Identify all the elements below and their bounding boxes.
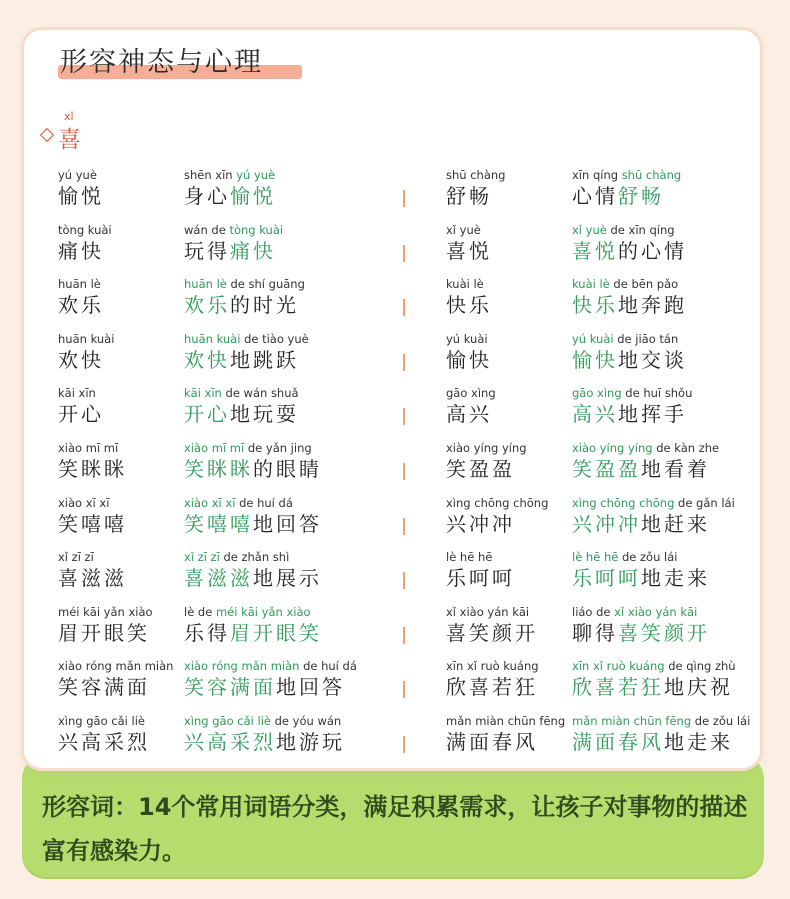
chinese-segment: 舒畅 <box>446 184 492 208</box>
pinyin <box>446 386 496 401</box>
word-left <box>58 168 104 209</box>
chinese-text <box>184 674 357 700</box>
pinyin-segment: huān lè <box>184 277 231 292</box>
chinese-text <box>184 401 299 427</box>
pinyin <box>572 332 687 347</box>
pinyin-segment: xiào róng mǎn miàn <box>184 659 304 674</box>
pinyin-segment: de zǒu lái <box>694 714 751 728</box>
pinyin <box>58 659 173 674</box>
pinyin-segment: lè de <box>184 604 216 619</box>
pinyin-segment: xiào yíng yíng <box>572 441 657 455</box>
chinese-segment: 笑容满面 <box>184 675 276 700</box>
pinyin <box>58 714 150 729</box>
chinese-segment: 地走来 <box>641 566 710 591</box>
pinyin <box>184 550 322 565</box>
chinese-text <box>58 456 127 482</box>
pinyin-segment: de kàn zhe <box>656 441 720 455</box>
chinese-text <box>184 183 276 209</box>
chinese-segment: 笑嘻嘻 <box>58 511 127 536</box>
pinyin <box>572 223 687 238</box>
chinese-segment: 乐呵呵 <box>572 566 641 591</box>
word-left <box>58 223 112 264</box>
phrase-right <box>572 332 687 373</box>
chinese-segment: 开心 <box>184 402 230 427</box>
word-row <box>0 168 790 222</box>
pinyin-segment: mǎn miàn chūn fēng <box>572 714 695 728</box>
word-left <box>58 550 127 591</box>
pinyin-segment: xǐ zī zī <box>184 550 224 565</box>
word-row <box>0 714 790 768</box>
pinyin <box>184 496 322 511</box>
chinese-segment: 痛快 <box>230 238 276 263</box>
pinyin-segment: tòng kuài <box>58 222 112 237</box>
pinyin-segment: xǐ yuè <box>572 222 611 237</box>
pinyin-segment: huān kuài <box>58 331 115 346</box>
chinese-segment: 地展示 <box>253 566 322 591</box>
chinese-segment: 喜悦 <box>572 238 618 263</box>
chinese-segment: 眉开眼笑 <box>58 620 150 645</box>
chinese-text <box>446 238 492 264</box>
chinese-segment: 欢乐 <box>184 293 230 318</box>
pinyin <box>58 441 127 456</box>
pinyin-segment: xīn xǐ ruò kuáng <box>572 659 669 674</box>
chinese-segment: 愉悦 <box>230 184 276 208</box>
chinese-segment: 愉快 <box>446 347 492 372</box>
chinese-segment: 心情 <box>572 184 618 208</box>
chinese-segment: 欣喜若狂 <box>446 675 538 700</box>
phrase-right <box>572 168 681 209</box>
pinyin <box>184 605 322 620</box>
chinese-text <box>184 620 322 646</box>
word-left <box>58 332 114 373</box>
chinese-text <box>58 729 150 755</box>
chinese-segment: 兴高采烈 <box>58 730 150 754</box>
chinese-segment: 地游玩 <box>276 730 345 754</box>
chinese-segment: 喜滋滋 <box>58 566 127 591</box>
pinyin-segment: de zhǎn shì <box>223 550 290 565</box>
chinese-segment: 欢快 <box>184 347 230 372</box>
chinese-segment: 笑容满面 <box>58 675 150 700</box>
column-divider <box>403 518 405 535</box>
column-divider <box>403 681 405 698</box>
pinyin <box>184 659 357 674</box>
word-row <box>0 386 790 440</box>
pinyin <box>58 277 104 292</box>
column-divider <box>403 354 405 371</box>
phrase-left <box>184 386 299 427</box>
chinese-text <box>184 238 283 264</box>
chinese-text <box>446 292 492 318</box>
word-right <box>446 496 548 537</box>
chinese-text <box>446 401 496 427</box>
pinyin <box>446 441 527 456</box>
word-row <box>0 277 790 331</box>
pinyin-segment: xīn qíng <box>572 168 622 182</box>
pinyin-segment: shū chàng <box>446 168 506 182</box>
pinyin-segment: liáo de <box>572 604 615 619</box>
phrase-right <box>572 277 687 318</box>
pinyin <box>572 605 710 620</box>
chinese-segment: 快乐 <box>572 293 618 318</box>
pinyin-segment: yú yuè <box>236 168 276 182</box>
pinyin-segment: xiào xī xī <box>58 495 110 510</box>
chinese-segment: 笑盈盈 <box>446 457 515 481</box>
chinese-segment: 身心 <box>184 184 230 208</box>
chinese-segment: 地奔跑 <box>618 293 687 318</box>
phrase-left <box>184 168 276 209</box>
pinyin <box>572 496 735 511</box>
pinyin-segment: de huí dá <box>303 659 357 674</box>
pinyin <box>58 550 127 565</box>
chinese-segment: 满面春风 <box>446 730 538 754</box>
chinese-text <box>184 565 322 591</box>
chinese-segment: 兴高采烈 <box>184 730 276 754</box>
phrase-left <box>184 714 345 755</box>
pinyin-segment: huān kuài <box>184 331 245 346</box>
chinese-segment: 笑眯眯 <box>184 457 253 481</box>
pinyin-segment: de tiào yuè <box>244 331 309 346</box>
chinese-text <box>572 347 687 373</box>
chinese-segment: 喜笑颜开 <box>618 620 710 645</box>
chinese-text <box>58 620 153 646</box>
chinese-segment: 满面春风 <box>572 730 664 754</box>
chinese-text <box>446 620 538 646</box>
chinese-segment: 玩得 <box>184 238 230 263</box>
chinese-segment: 乐得 <box>184 620 230 645</box>
word-right <box>446 277 492 318</box>
pinyin-segment: de bēn pǎo <box>613 277 679 292</box>
chinese-text <box>446 347 492 373</box>
column-divider <box>403 245 405 262</box>
pinyin <box>184 277 305 292</box>
chinese-segment: 乐呵呵 <box>446 566 515 591</box>
chinese-segment: 地挥手 <box>618 402 687 427</box>
pinyin <box>572 714 750 729</box>
chinese-text <box>184 456 322 482</box>
pinyin-segment: de huī shǒu <box>625 386 693 401</box>
chinese-text <box>572 565 710 591</box>
chinese-segment: 地回答 <box>276 675 345 700</box>
pinyin <box>572 277 687 292</box>
pinyin <box>446 714 565 729</box>
pinyin-segment: xǐ xiào yán kāi <box>446 604 530 619</box>
pinyin <box>572 659 736 674</box>
pinyin <box>446 332 492 347</box>
phrase-right <box>572 550 710 591</box>
chinese-text <box>184 292 305 318</box>
word-right <box>446 550 515 591</box>
column-divider <box>403 190 405 207</box>
chinese-segment: 喜悦 <box>446 238 492 263</box>
pinyin <box>58 386 104 401</box>
pinyin <box>58 168 104 183</box>
chinese-text <box>58 292 104 318</box>
phrase-left <box>184 441 322 482</box>
pinyin <box>572 550 710 565</box>
chinese-segment: 笑盈盈 <box>572 457 641 481</box>
column-divider <box>403 736 405 753</box>
pinyin-segment: xǐ xiào yán kāi <box>614 604 698 619</box>
column-divider <box>403 463 405 480</box>
word-row <box>0 332 790 386</box>
chinese-segment: 快乐 <box>446 293 492 318</box>
pinyin-segment: de wán shuǎ <box>225 386 299 401</box>
word-left <box>58 277 104 318</box>
pinyin-segment: xìng gāo cǎi liè <box>58 714 145 728</box>
chinese-text <box>58 511 127 537</box>
chinese-text <box>184 729 345 755</box>
pinyin <box>446 277 492 292</box>
word-left <box>58 659 173 700</box>
phrase-left <box>184 550 322 591</box>
pinyin <box>184 441 322 456</box>
chinese-text <box>446 511 548 537</box>
chinese-text <box>446 674 539 700</box>
pinyin-segment: de qìng zhù <box>668 659 736 674</box>
word-row <box>0 605 790 659</box>
pinyin <box>446 496 548 511</box>
phrase-right <box>572 496 735 537</box>
word-right <box>446 386 496 427</box>
pinyin <box>58 332 114 347</box>
pinyin-segment: méi kāi yǎn xiào <box>215 604 311 619</box>
chinese-segment: 的心情 <box>618 238 687 263</box>
phrase-right <box>572 386 692 427</box>
column-divider <box>403 627 405 644</box>
chinese-segment: 地跳跃 <box>230 347 299 372</box>
pinyin <box>184 386 299 401</box>
word-row <box>0 550 790 604</box>
chinese-segment: 笑眯眯 <box>58 457 127 481</box>
word-left <box>58 496 127 537</box>
column-divider <box>403 572 405 589</box>
pinyin-segment: lè hē hē <box>572 550 622 565</box>
pinyin-segment: kuài lè <box>572 277 614 292</box>
chinese-segment: 地看着 <box>641 457 710 481</box>
chinese-text <box>572 183 681 209</box>
word-left <box>58 386 104 427</box>
pinyin-segment: gāo xìng <box>572 386 626 401</box>
column-divider <box>403 408 405 425</box>
chinese-segment: 兴冲冲 <box>572 511 641 536</box>
pinyin <box>58 605 153 620</box>
chinese-text <box>58 238 112 264</box>
chinese-segment: 地走来 <box>664 730 733 754</box>
pinyin-segment: xǐ yuè <box>446 222 481 237</box>
pinyin-segment: xìng gāo cǎi liè <box>184 714 275 728</box>
word-row <box>0 659 790 713</box>
pinyin <box>58 223 112 238</box>
chinese-text <box>572 401 692 427</box>
pinyin <box>184 168 276 183</box>
chinese-segment: 欣喜若狂 <box>572 675 664 700</box>
chinese-segment: 痛快 <box>58 238 104 263</box>
phrase-right <box>572 605 710 646</box>
pinyin-segment: de zǒu lái <box>621 550 678 565</box>
word-right <box>446 714 565 755</box>
chinese-text <box>58 347 114 373</box>
chinese-text <box>58 401 104 427</box>
pinyin-segment: tòng kuài <box>229 222 284 237</box>
chinese-segment: 高兴 <box>446 402 492 427</box>
pinyin-segment: kāi xīn <box>58 386 96 401</box>
chinese-segment: 欢乐 <box>58 293 104 318</box>
chinese-segment: 高兴 <box>572 402 618 427</box>
chinese-text <box>184 511 322 537</box>
pinyin-segment: de yóu wán <box>274 714 342 728</box>
word-right <box>446 168 505 209</box>
chinese-segment: 地交谈 <box>618 347 687 372</box>
word-right <box>446 332 492 373</box>
pinyin <box>446 168 505 183</box>
chinese-segment: 地庆祝 <box>664 675 733 700</box>
phrase-right <box>572 714 750 755</box>
pinyin-segment: xiào yíng yíng <box>446 441 527 455</box>
chinese-text <box>184 347 309 373</box>
pinyin-segment: mǎn miàn chūn fēng <box>446 714 566 728</box>
pinyin <box>446 605 538 620</box>
pinyin <box>58 496 127 511</box>
pinyin <box>446 659 539 674</box>
pinyin-segment: de xīn qíng <box>610 222 675 237</box>
chinese-text <box>572 511 735 537</box>
pinyin-segment: xǐ zī zī <box>58 550 94 565</box>
word-left <box>58 714 150 755</box>
pinyin-segment: yú kuài <box>572 331 618 346</box>
phrase-right <box>572 659 736 700</box>
chinese-segment: 愉快 <box>572 347 618 372</box>
page-title: 形容神态与心理 <box>60 47 263 78</box>
phrase-left <box>184 496 322 537</box>
word-row <box>0 223 790 277</box>
chinese-segment: 地玩耍 <box>230 402 299 427</box>
pinyin <box>572 441 719 456</box>
pinyin-segment: xìng chōng chōng <box>446 495 549 510</box>
chinese-text <box>572 620 710 646</box>
pinyin-segment: yú kuài <box>446 331 488 346</box>
chinese-text <box>572 729 750 755</box>
word-row <box>0 496 790 550</box>
chinese-segment: 愉悦 <box>58 184 104 208</box>
chinese-segment: 欢快 <box>58 347 104 372</box>
pinyin <box>446 223 492 238</box>
word-right <box>446 605 538 646</box>
pinyin <box>184 714 345 729</box>
chinese-text <box>572 674 736 700</box>
pinyin-segment: lè hē hē <box>446 550 493 565</box>
chinese-text <box>58 674 173 700</box>
phrase-left <box>184 223 283 264</box>
pinyin-segment: de huí dá <box>239 495 293 510</box>
pinyin-segment: kāi xīn <box>184 386 226 401</box>
pinyin-segment: de yǎn jing <box>247 441 312 455</box>
word-left <box>58 605 153 646</box>
pinyin-segment: shēn xīn <box>184 168 237 182</box>
pinyin <box>446 550 515 565</box>
chinese-segment: 眉开眼笑 <box>230 620 322 645</box>
caption-text: 形容词：14个常用词语分类，满足积累需求，让孩子对事物的描述富有感染力。 <box>42 793 748 865</box>
chinese-text <box>58 183 104 209</box>
pinyin-segment: de gǎn lái <box>678 495 735 510</box>
word-right <box>446 659 539 700</box>
pinyin-segment: yú yuè <box>58 168 97 182</box>
pinyin-segment: xìng chōng chōng <box>572 495 679 510</box>
phrase-right <box>572 223 687 264</box>
word-row <box>0 441 790 495</box>
column-divider <box>403 299 405 316</box>
pinyin-segment: xiào mī mī <box>58 441 119 455</box>
chinese-segment: 喜滋滋 <box>184 566 253 591</box>
pinyin-segment: huān lè <box>58 277 101 292</box>
chinese-text <box>446 183 505 209</box>
title-block <box>60 40 263 79</box>
pinyin-segment: gāo xìng <box>446 386 496 401</box>
pinyin-segment: wán de <box>184 222 230 237</box>
chinese-segment: 聊得 <box>572 620 618 645</box>
pinyin <box>572 168 681 183</box>
section-pinyin: xǐ <box>64 110 74 123</box>
chinese-segment: 喜笑颜开 <box>446 620 538 645</box>
chinese-text <box>572 292 687 318</box>
word-right <box>446 223 492 264</box>
chinese-segment: 笑嘻嘻 <box>184 511 253 536</box>
chinese-segment: 地赶来 <box>641 511 710 536</box>
pinyin-segment: xiào róng mǎn miàn <box>58 659 174 674</box>
chinese-segment: 舒畅 <box>618 184 664 208</box>
chinese-text <box>446 729 565 755</box>
chinese-text <box>446 456 527 482</box>
phrase-left <box>184 277 305 318</box>
pinyin-segment: kuài lè <box>446 277 484 292</box>
pinyin-segment: méi kāi yǎn xiào <box>58 604 153 619</box>
pinyin <box>572 386 692 401</box>
section-character: 喜 <box>58 127 81 153</box>
pinyin-segment: shū chàng <box>621 168 682 182</box>
pinyin-segment: xiào xī xī <box>184 495 240 510</box>
pinyin-segment: xiào mī mī <box>184 441 248 455</box>
chinese-text <box>446 565 515 591</box>
chinese-segment: 的时光 <box>230 293 299 318</box>
chinese-text <box>58 565 127 591</box>
pinyin <box>184 332 309 347</box>
pinyin-segment: xīn xǐ ruò kuáng <box>446 659 539 674</box>
chinese-segment: 开心 <box>58 402 104 427</box>
chinese-segment: 兴冲冲 <box>446 511 515 536</box>
phrase-left <box>184 332 309 373</box>
phrase-left <box>184 605 322 646</box>
phrase-right <box>572 441 719 482</box>
pinyin <box>184 223 283 238</box>
chinese-text <box>572 456 719 482</box>
chinese-segment: 地回答 <box>253 511 322 536</box>
word-right <box>446 441 527 482</box>
pinyin-segment: de jiāo tán <box>617 331 679 346</box>
chinese-text <box>572 238 687 264</box>
word-left <box>58 441 127 482</box>
chinese-segment: 的眼睛 <box>253 457 322 481</box>
phrase-left <box>184 659 357 700</box>
pinyin-segment: de shí guāng <box>230 277 305 292</box>
